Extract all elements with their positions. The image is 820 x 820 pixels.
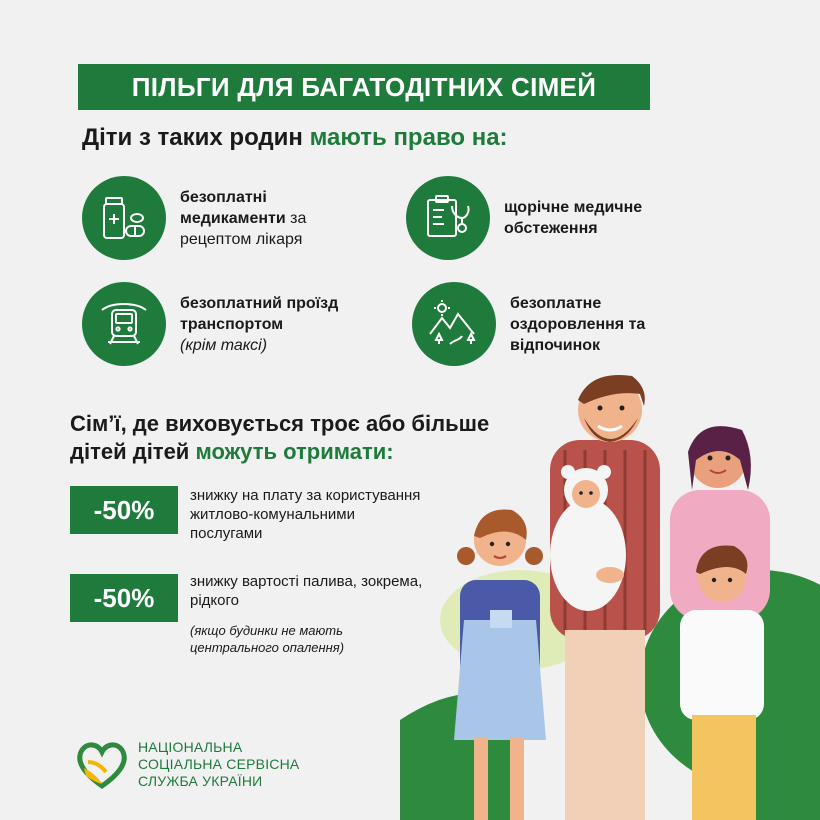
benefit-line: щорічне медичне	[504, 199, 643, 216]
benefit-line: рецептом лікаря	[180, 230, 303, 248]
benefit-line: відпочинок	[510, 336, 601, 354]
footnote: (якщо будинки не мають центрального опалення)	[190, 623, 345, 655]
benefit-line: обстеження	[504, 220, 598, 237]
logo-line: СЛУЖБА УКРАЇНИ	[138, 772, 263, 789]
train-icon	[82, 282, 166, 366]
logo-line: СОЦІАЛЬНА СЕРВІСНА	[138, 755, 300, 772]
title-banner	[78, 64, 650, 110]
organization-logo	[74, 738, 299, 790]
benefit-line: безоплатні	[180, 188, 267, 206]
medical-exam-icon	[406, 176, 490, 260]
discount-badge: -50%	[70, 486, 178, 534]
subtitle-part1: Діти з таких родин	[82, 124, 310, 151]
benefit-line: оздоровлення та	[510, 315, 646, 333]
family-illustration	[400, 360, 820, 820]
heart-logo-icon	[74, 738, 130, 790]
benefit-medical-exam	[406, 176, 642, 260]
benefit-line: (крім таксі)	[180, 336, 268, 354]
benefit-line: безоплатний проїзд	[180, 294, 339, 312]
discount-badge: -50%	[70, 574, 178, 622]
benefit-medicine	[82, 176, 306, 260]
discount-description: знижку вартості палива, зокрема, рідкого	[190, 573, 423, 609]
benefit-line: транспортом	[180, 315, 284, 333]
benefit-line: медикаменти	[180, 209, 286, 227]
page-title: ПІЛЬГИ ДЛЯ БАГАТОДІТНИХ СІМЕЙ	[131, 71, 597, 102]
benefit-transport	[82, 282, 338, 366]
benefit-line: за	[285, 209, 307, 227]
benefit-recreation	[412, 282, 645, 366]
section-heading-line2a: дітей дітей	[70, 439, 196, 464]
section-heading-line1: Сім’ї, де виховується троє або більше	[70, 411, 490, 436]
benefit-line: безоплатне	[510, 294, 602, 312]
medicine-icon	[82, 176, 166, 260]
section-heading-line2b: можуть отримати:	[195, 439, 394, 464]
subtitle	[82, 124, 508, 152]
mountains-icon	[412, 282, 496, 366]
subtitle-part2: мають право на:	[309, 124, 508, 151]
logo-line: НАЦІОНАЛЬНА	[138, 738, 243, 755]
discount-description: знижку на плату за користування житлово-комунальними послугами	[190, 487, 421, 542]
